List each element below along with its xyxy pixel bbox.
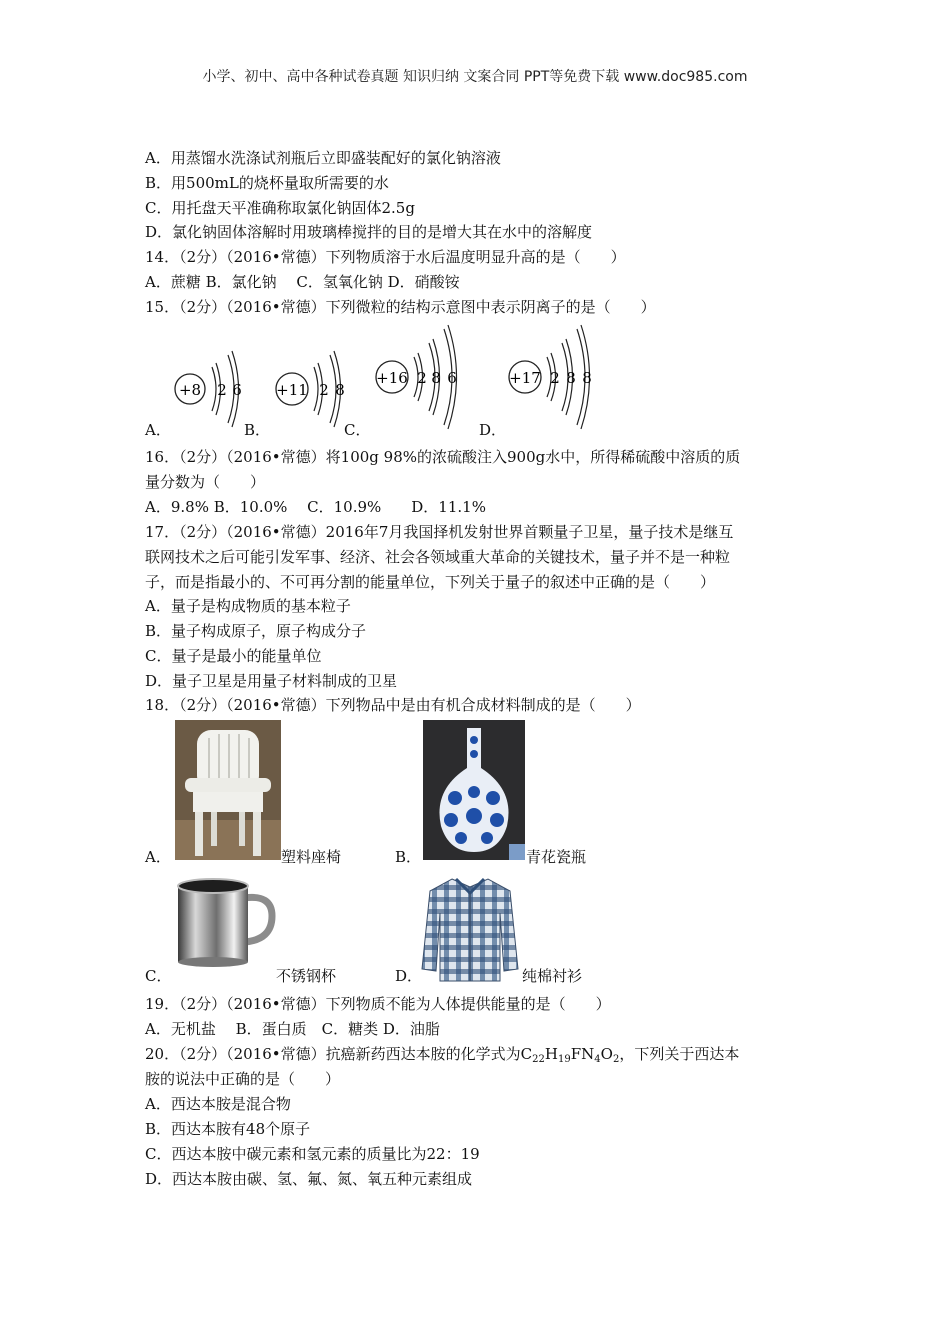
cotton-shirt-image xyxy=(420,873,520,985)
atom-diagram-c xyxy=(372,325,472,425)
q18-option-c-label: 不锈钢杯 xyxy=(276,967,337,985)
q17-stem-line2: 联网技术之后可能引发军事、经济、社会各领域重大革命的关键技术，量子并不是一种粒 xyxy=(145,548,731,566)
q17-stem-line1: 17．（2分）（2016•常德）2016年7月我国择机发射世界首颗量子卫星，量子技术是继互 xyxy=(145,523,734,541)
q18-option-d-label: 纯棉衬衫 xyxy=(522,967,583,985)
svg-text:+17: +17 xyxy=(509,369,541,387)
svg-text:6: 6 xyxy=(447,369,457,387)
svg-text:8: 8 xyxy=(566,369,576,387)
page-header: 小学、初中、高中各种试卷真题 知识归纳 文案合同 PPT等免费下载 www.doc985.com xyxy=(202,69,748,85)
svg-text:+16: +16 xyxy=(376,369,408,387)
q17-option-a: A．量子是构成物质的基本粒子 xyxy=(145,597,351,615)
q17-option-d: D．量子卫星是用量子材料制成的卫星 xyxy=(145,672,398,690)
q19-options: A．无机盐 B．蛋白质 C．糖类 D．油脂 xyxy=(145,1020,440,1038)
q18-stem: 18．（2分）（2016•常德）下列物品中是由有机合成材料制成的是（ ） xyxy=(145,696,641,714)
steel-cup-image xyxy=(172,876,277,970)
svg-text:2: 2 xyxy=(217,381,227,399)
q14-stem: 14．（2分）（2016•常德）下列物质溶于水后温度明显升高的是（ ） xyxy=(145,248,626,266)
q15-option-a: A． xyxy=(145,421,171,439)
q17-option-b: B．量子构成原子，原子构成分子 xyxy=(145,622,367,640)
q13-option-d: D．氯化钠固体溶解时用玻璃棒搅拌的目的是增大其在水中的溶解度 xyxy=(145,223,593,241)
q15-stem: 15．（2分）（2016•常德）下列微粒的结构示意图中表示阴离子的是（ ） xyxy=(145,298,656,316)
q18-option-d: D． xyxy=(395,967,423,985)
q13-option-b: B．用500mL的烧杯量取所需要的水 xyxy=(145,174,389,192)
svg-text:8: 8 xyxy=(335,381,345,399)
q13-option-c: C．用托盘天平准确称取氯化钠固体2.5g xyxy=(145,199,415,217)
atom-diagram-a xyxy=(170,345,250,425)
q16-stem-line2: 量分数为（ ） xyxy=(145,473,266,491)
svg-text:2: 2 xyxy=(319,381,329,399)
q14-options: A．蔗糖 B．氯化钠 C．氢氧化钠 D．硝酸铵 xyxy=(145,273,460,291)
q18-option-b: B． xyxy=(395,848,422,866)
svg-text:2: 2 xyxy=(417,369,427,387)
q20-stem-line2: 胺的说法中正确的是（ ） xyxy=(145,1070,341,1088)
atom-diagram-b xyxy=(272,345,352,425)
q13-option-a: A．用蒸馏水洗涤试剂瓶后立即盛装配好的氯化钠溶液 xyxy=(145,149,501,167)
q16-options: A．9.8% B．10.0% C．10.9% D．11.1% xyxy=(145,498,486,516)
q18-option-a: A． xyxy=(145,848,171,866)
q15-option-b: B． xyxy=(244,421,271,439)
q17-stem-line3: 子，而是指最小的、不可再分割的能量单位，下列关于量子的叙述中正确的是（ ） xyxy=(145,573,716,591)
porcelain-vase-image xyxy=(423,720,525,860)
q18-option-b-label: 青花瓷瓶 xyxy=(526,848,587,866)
q18-option-c: C． xyxy=(145,967,172,985)
svg-text:8: 8 xyxy=(582,369,592,387)
q20-option-c: C．西达本胺中碳元素和氢元素的质量比为22：19 xyxy=(145,1145,480,1163)
svg-text:8: 8 xyxy=(431,369,441,387)
svg-text:+8: +8 xyxy=(178,381,202,399)
q18-option-a-label: 塑料座椅 xyxy=(281,848,342,866)
q17-option-c: C．量子是最小的能量单位 xyxy=(145,647,322,665)
svg-text:2: 2 xyxy=(550,369,560,387)
q20-option-d: D．西达本胺由碳、氢、氟、氮、氧五种元素组成 xyxy=(145,1170,473,1188)
q15-option-c: C． xyxy=(344,421,371,439)
q20-stem-line1: 20．（2分）（2016•常德）抗癌新药西达本胺的化学式为$C_{22}H_{19}FN_4O_2$，下列关于西达本 xyxy=(145,1045,740,1065)
svg-text:+11: +11 xyxy=(276,381,308,399)
q16-stem-line1: 16．（2分）（2016•常德）将100g 98%的浓硫酸注入900g水中，所得稀硫酸中溶质的质 xyxy=(145,448,741,466)
q20-option-a: A．西达本胺是混合物 xyxy=(145,1095,291,1113)
plastic-chair-image xyxy=(175,720,281,860)
q15-option-d: D． xyxy=(479,421,507,439)
svg-text:6: 6 xyxy=(232,381,242,399)
q19-stem: 19．（2分）（2016•常德）下列物质不能为人体提供能量的是（ ） xyxy=(145,995,611,1013)
atom-diagram-d xyxy=(505,325,605,425)
q20-option-b: B．西达本胺有48个原子 xyxy=(145,1120,311,1138)
